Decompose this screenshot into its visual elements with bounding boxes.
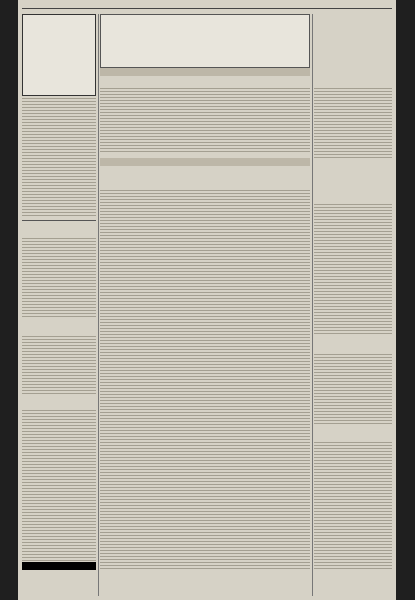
right-story-text xyxy=(314,354,392,424)
lead-banner xyxy=(100,14,310,68)
left-column xyxy=(22,14,96,596)
masthead xyxy=(22,562,96,570)
page-folio xyxy=(22,3,392,9)
left-story-text xyxy=(22,98,96,218)
lead-deck-bar xyxy=(100,68,310,76)
right-story-text xyxy=(314,88,392,158)
divider xyxy=(22,220,96,221)
left-story-text xyxy=(22,238,96,318)
lead-story-head xyxy=(100,14,310,84)
newspaper-page xyxy=(18,0,396,600)
section-bar xyxy=(100,158,310,166)
right-column xyxy=(314,14,392,596)
left-story-text xyxy=(22,336,96,394)
lead-story-text xyxy=(100,88,310,154)
center-column xyxy=(100,14,310,596)
column-rule xyxy=(98,14,99,596)
right-story-text xyxy=(314,442,392,570)
column-rule xyxy=(312,14,313,596)
center-story-text xyxy=(100,190,310,570)
left-box xyxy=(22,14,96,96)
left-story-text xyxy=(22,410,96,570)
right-story-text xyxy=(314,204,392,334)
